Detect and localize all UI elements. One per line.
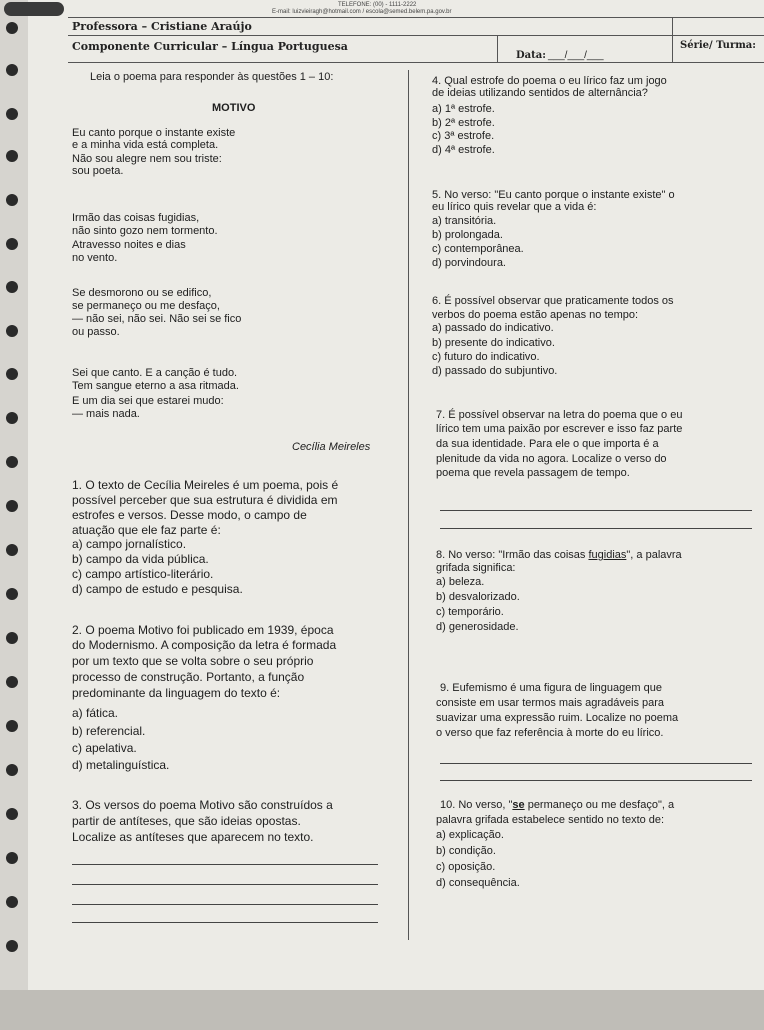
- binder-hole: [6, 676, 18, 688]
- binder-hole: [6, 22, 18, 34]
- series-label: Série/ Turma:: [680, 40, 756, 51]
- binder-hole: [6, 108, 18, 120]
- question-5-option[interactable]: c) contemporânea.: [432, 243, 524, 255]
- question-10-option[interactable]: b) condição.: [436, 845, 496, 857]
- binder-hole: [6, 500, 18, 512]
- question-2-option[interactable]: c) apelativa.: [72, 741, 137, 755]
- question-1-option[interactable]: d) campo de estudo e pesquisa.: [72, 582, 243, 596]
- question-2-text: do Modernismo. A composição da letra é formada: [72, 638, 337, 652]
- binder-hole: [6, 720, 18, 732]
- answer-line[interactable]: [72, 922, 378, 923]
- binder-hole: [6, 896, 18, 908]
- answer-line[interactable]: [440, 528, 752, 529]
- question-9-text: o verso que faz referência à morte do eu lírico.: [436, 727, 664, 739]
- poem-author: Cecília Meireles: [292, 441, 371, 453]
- header-rule: [68, 17, 764, 18]
- question-6-option[interactable]: b) presente do indicativo.: [432, 337, 555, 349]
- question-7-text: da sua identidade. Para ele o que importa é a: [436, 438, 659, 450]
- question-8-text: grifada significa:: [436, 562, 516, 574]
- question-7-text: poema que revela passagem de tempo.: [436, 467, 630, 479]
- binder-hole: [6, 456, 18, 468]
- question-6-option[interactable]: c) futuro do indicativo.: [432, 351, 540, 363]
- question-4-option[interactable]: c) 3ª estrofe.: [432, 130, 495, 142]
- question-3-text: Localize as antíteses que aparecem no texto.: [72, 830, 314, 844]
- question-2-text: predominante da linguagem do texto é:: [72, 686, 281, 700]
- poem-verse: — não sei, não sei. Não sei se fico: [72, 313, 242, 325]
- question-7-text: plenitude da vida no agora. Localize o verso do: [436, 453, 667, 465]
- question-8-option[interactable]: a) beleza.: [436, 576, 485, 588]
- question-6-text: 6. É possível observar que praticamente todos os: [432, 295, 674, 307]
- email-line: E-mail: luizvieiragh@hotmail.com / escola@semed.belem.pa.gov.br: [272, 9, 452, 15]
- question-6-option[interactable]: a) passado do indicativo.: [432, 322, 554, 334]
- poem-title: MOTIVO: [212, 102, 256, 114]
- highlighted-word: fugidias: [588, 549, 627, 561]
- teacher-name: Professora – Cristiane Araújo: [72, 20, 252, 33]
- question-1-option[interactable]: b) campo da vida pública.: [72, 552, 209, 566]
- binder-hole: [6, 852, 18, 864]
- poem-verse: Não sou alegre nem sou triste:: [72, 153, 222, 165]
- poem-verse: Tem sangue eterno a asa ritmada.: [72, 380, 239, 392]
- question-2-text: por um texto que se volta sobre o seu próprio: [72, 654, 314, 668]
- question-8-text: [436, 550, 682, 561]
- header-rule: [68, 35, 764, 36]
- binder-hole: [6, 281, 18, 293]
- binder-hole: [6, 368, 18, 380]
- question-2-option[interactable]: a) fática.: [72, 706, 119, 720]
- binder-hole: [6, 412, 18, 424]
- header-divider: [497, 35, 498, 62]
- binder-hole: [6, 64, 18, 76]
- poem-verse: Atravesso noites e dias: [72, 239, 186, 251]
- date-label: Data:: [516, 50, 546, 61]
- question-7-text: lírico tem uma paixão por escrever e isso faz parte: [436, 423, 683, 435]
- question-3-text: 3. Os versos do poema Motivo são construídos a: [72, 798, 333, 812]
- question-8-option[interactable]: d) generosidade.: [436, 621, 519, 633]
- question-4-text: 4. Qual estrofe do poema o eu lírico faz um jogo: [432, 75, 667, 87]
- question-8-option[interactable]: b) desvalorizado.: [436, 591, 520, 603]
- poem-verse: ou passo.: [72, 326, 120, 338]
- poem-verse: Eu canto porque o instante existe: [72, 127, 236, 139]
- question-5-text: eu lírico quis revelar que a vida é:: [432, 201, 597, 213]
- answer-line[interactable]: [72, 864, 378, 865]
- question-1-text: atuação que ele faz parte é:: [72, 523, 221, 537]
- poem-verse: não sinto gozo nem tormento.: [72, 225, 218, 237]
- question-5-text: 5. No verso: "Eu canto porque o instante existe" o: [432, 189, 675, 201]
- question-8-text-part: ", a palavra: [626, 549, 682, 561]
- column-divider: [408, 70, 409, 940]
- binder-hole: [6, 238, 18, 250]
- binder-hole: [6, 764, 18, 776]
- question-5-option[interactable]: a) transitória.: [432, 215, 497, 227]
- question-5-option[interactable]: d) porvindoura.: [432, 257, 506, 269]
- question-10-text-part: permaneço ou me desfaço", a: [524, 799, 675, 811]
- binder-hole: [6, 150, 18, 162]
- poem-verse: sou poeta.: [72, 165, 124, 177]
- question-6-text: verbos do poema estão apenas no tempo:: [432, 309, 639, 321]
- question-3-text: partir de antíteses, que são ideias opostas.: [72, 814, 301, 828]
- binder-hole: [6, 544, 18, 556]
- binder-hole: [6, 808, 18, 820]
- answer-line[interactable]: [72, 904, 378, 905]
- binder-hole: [6, 194, 18, 206]
- binder-hole: [6, 325, 18, 337]
- poem-verse: se permaneço ou me desfaço,: [72, 300, 220, 312]
- question-4-option[interactable]: a) 1ª estrofe.: [432, 103, 495, 115]
- question-2-option[interactable]: d) metalinguística.: [72, 758, 170, 772]
- question-9-text: consiste em usar termos mais agradáveis para: [436, 697, 665, 709]
- school-logo: [4, 2, 64, 16]
- question-10-option[interactable]: a) explicação.: [436, 829, 504, 841]
- question-9-text: 9. Eufemismo é uma figura de linguagem que: [440, 682, 662, 694]
- question-6-option[interactable]: d) passado do subjuntivo.: [432, 365, 558, 377]
- binder-holes: [0, 0, 30, 990]
- instruction-text: Leia o poema para responder às questões 1 – 10:: [90, 71, 334, 83]
- question-10-option[interactable]: d) consequência.: [436, 877, 520, 889]
- poem-verse: Se desmorono ou se edifico,: [72, 287, 212, 299]
- poem-verse: — mais nada.: [72, 408, 140, 420]
- question-2-option[interactable]: b) referencial.: [72, 724, 146, 738]
- question-1-option[interactable]: a) campo jornalístico.: [72, 537, 187, 551]
- date-field[interactable]: ___/___/___: [548, 50, 604, 61]
- question-1-text: 1. O texto de Cecília Meireles é um poema, pois é: [72, 478, 339, 492]
- question-4-option[interactable]: b) 2ª estrofe.: [432, 117, 495, 129]
- binder-hole: [6, 940, 18, 952]
- question-4-text: de ideias utilizando sentidos de alternância?: [432, 87, 648, 99]
- poem-verse: E um dia sei que estarei mudo:: [72, 395, 224, 407]
- question-1-text: estrofes e versos. Desse modo, o campo de: [72, 508, 307, 522]
- question-10-text: palavra grifada estabelece sentido no texto de:: [436, 814, 665, 826]
- question-5-option[interactable]: b) prolongada.: [432, 229, 503, 241]
- question-8-text-part: 8. No verso: "Irmão das coisas: [436, 549, 589, 561]
- subject-name: Componente Curricular – Língua Portuguesa: [72, 40, 348, 53]
- poem-verse: no vento.: [72, 252, 118, 264]
- question-9-text: suavizar uma expressão ruim. Localize no poema: [436, 712, 679, 724]
- poem-verse: Irmão das coisas fugidias,: [72, 212, 200, 224]
- question-2-text: 2. O poema Motivo foi publicado em 1939, época: [72, 623, 334, 637]
- question-10-option[interactable]: c) oposição.: [436, 861, 496, 873]
- poem-verse: e a minha vida está completa.: [72, 139, 219, 151]
- question-4-option[interactable]: d) 4ª estrofe.: [432, 144, 495, 156]
- header-rule: [68, 62, 764, 63]
- answer-line[interactable]: [440, 510, 752, 511]
- answer-line[interactable]: [440, 780, 752, 781]
- question-1-option[interactable]: c) campo artístico-literário.: [72, 567, 214, 581]
- poem-verse: Sei que canto. E a canção é tudo.: [72, 367, 238, 379]
- question-10-text: [440, 800, 674, 811]
- table-surface: [0, 990, 764, 1030]
- binder-hole: [6, 632, 18, 644]
- question-2-text: processo de construção. Portanto, a função: [72, 670, 305, 684]
- question-8-option[interactable]: c) temporário.: [436, 606, 504, 618]
- question-1-text: possível perceber que sua estrutura é dividida em: [72, 493, 338, 507]
- question-10-text-part: 10. No verso, ": [440, 799, 513, 811]
- answer-line[interactable]: [440, 763, 752, 764]
- binder-hole: [6, 588, 18, 600]
- header-divider: [672, 17, 673, 62]
- phone-line: TELEFONE: (00) - 1111-2222: [338, 2, 417, 8]
- highlighted-word: se: [512, 799, 525, 811]
- question-7-text: 7. É possível observar na letra do poema que o eu: [436, 409, 683, 421]
- answer-line[interactable]: [72, 884, 378, 885]
